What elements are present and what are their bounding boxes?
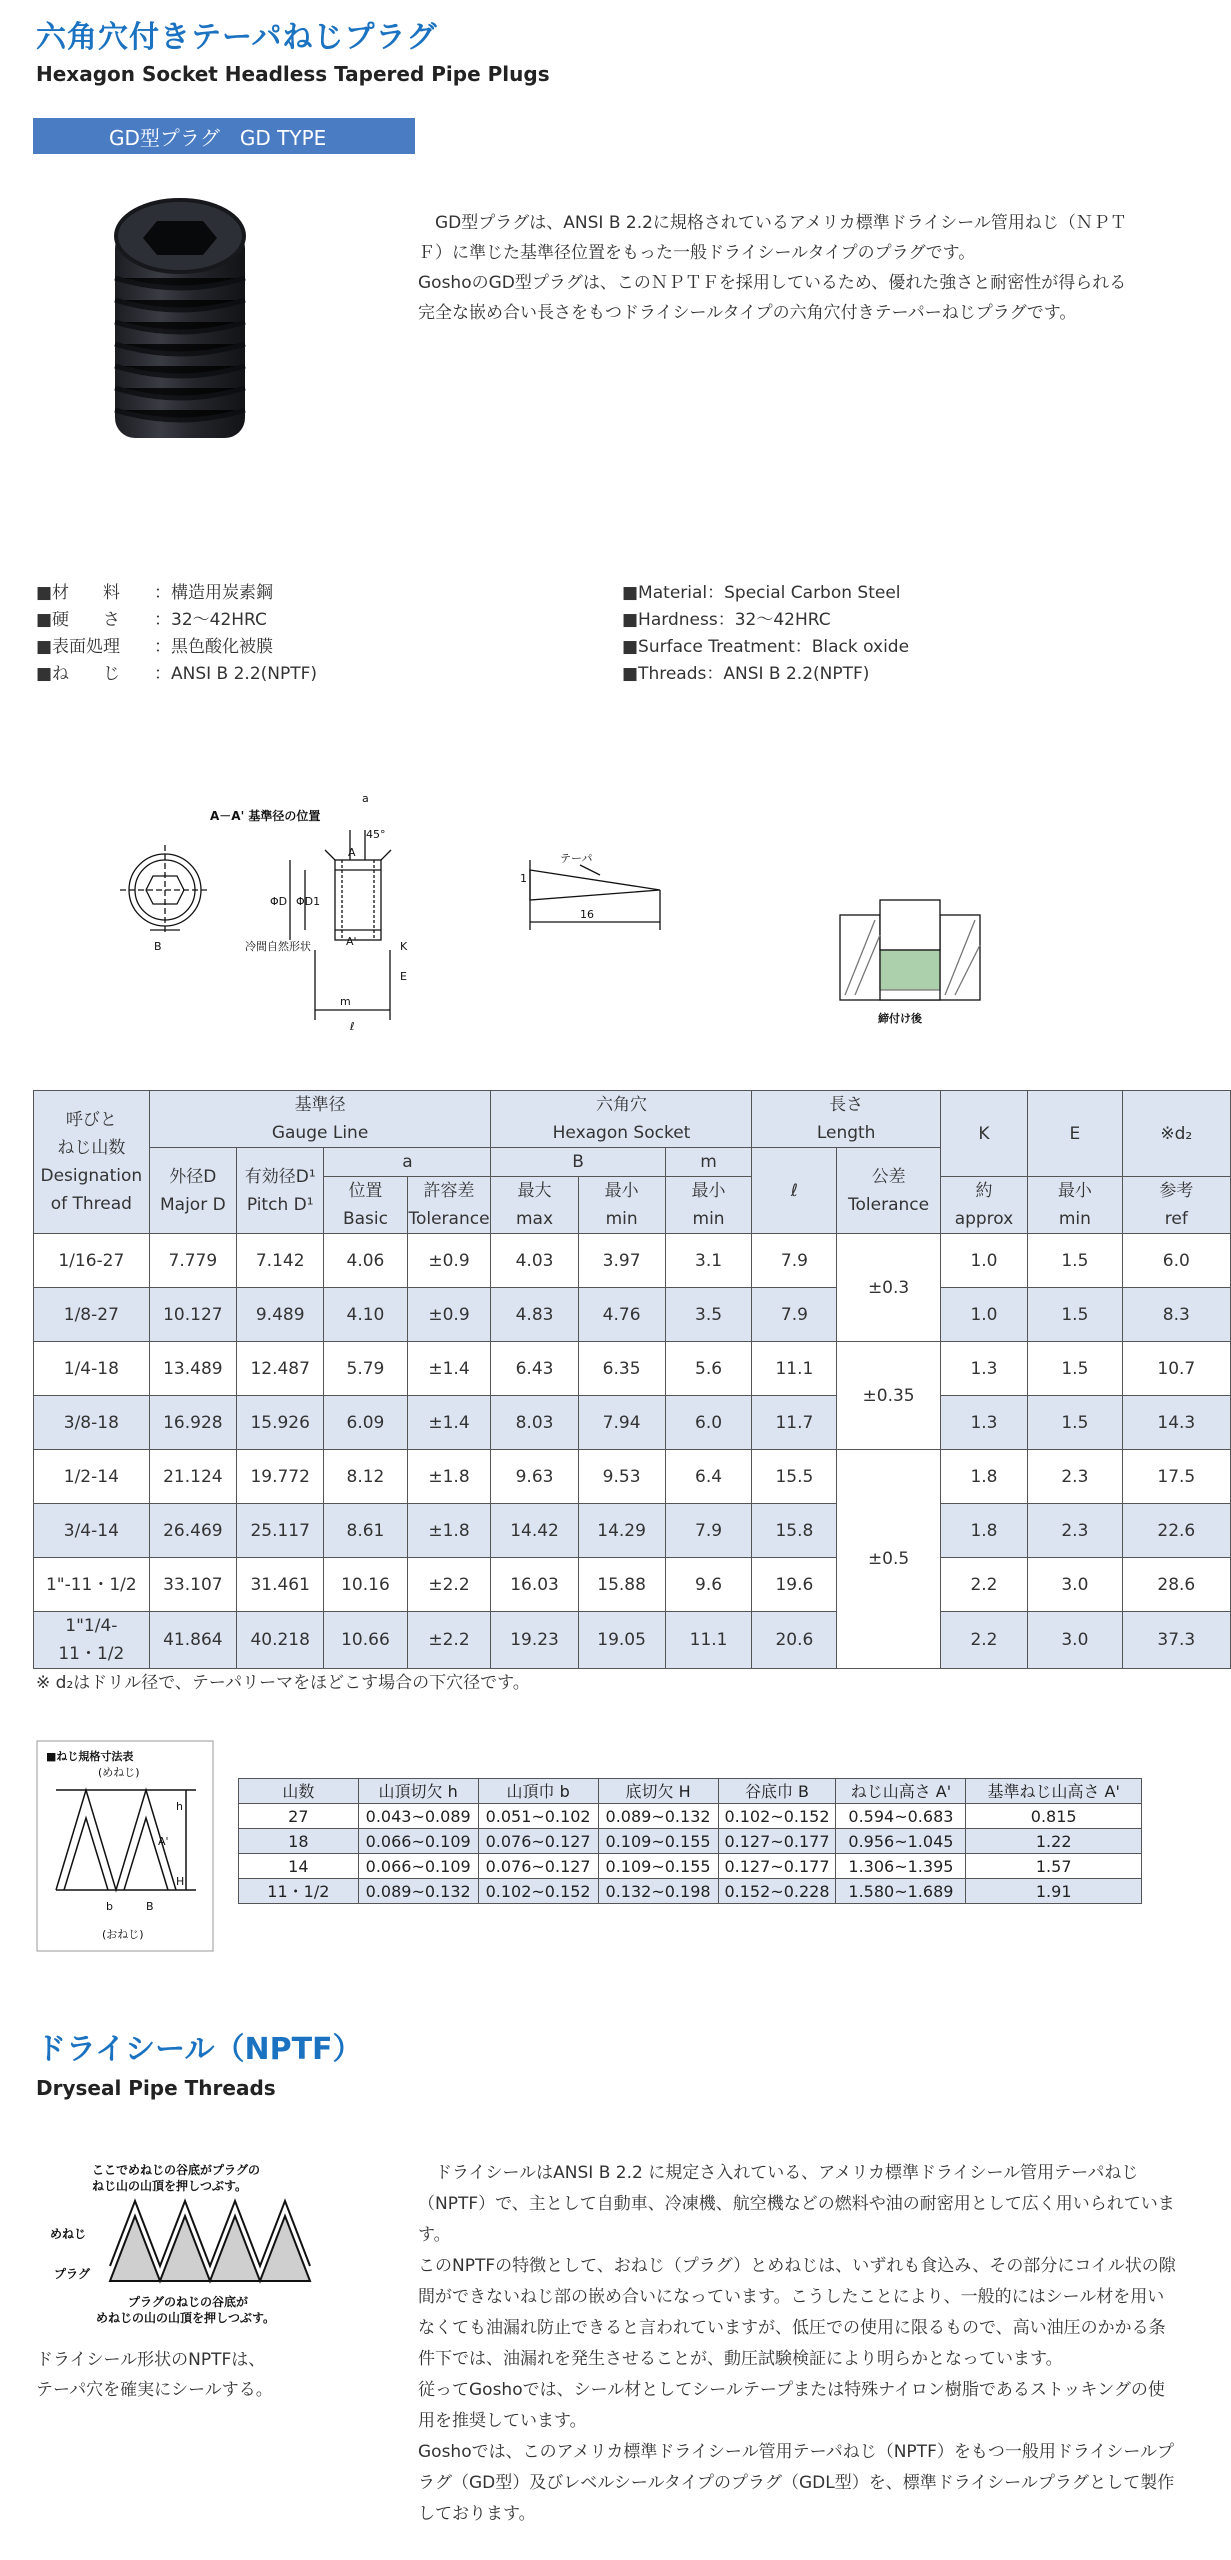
pitch-header	[237, 1148, 324, 1234]
spec-label: ■ね じ	[36, 664, 121, 684]
cell-text: 参考	[1159, 1181, 1194, 1201]
table-cell: 11.1	[752, 1342, 837, 1396]
table-row	[34, 1396, 1231, 1450]
spec-row	[36, 607, 317, 634]
cell-text: Gauge Line	[271, 1123, 369, 1143]
dryseal-paragraph: ドライシールはANSI B 2.2 に規定さ入れている、アメリカ標準ドライシール管用テーパねじ（NPTF）で、主として自動車、冷凍機、航空機などの燃料や油の耐密用として広く用いられています。	[418, 2163, 1175, 2245]
table-cell: 15.5	[752, 1450, 837, 1504]
table-cell: 1/16-27	[34, 1234, 150, 1288]
table-cell: 0.594~0.683	[836, 1804, 966, 1829]
table-cell: 7.142	[237, 1234, 324, 1288]
table-cell: 2.2	[940, 1558, 1027, 1612]
table-cell: 0.127~0.177	[718, 1854, 836, 1879]
table-cell: 25.117	[237, 1504, 324, 1558]
table-cell: ±1.8	[407, 1504, 491, 1558]
table-cell: 15.8	[752, 1504, 837, 1558]
table-cell: 6.43	[491, 1342, 578, 1396]
table-cell: 19.772	[237, 1450, 324, 1504]
table-cell: 6.4	[665, 1450, 752, 1504]
spec-list-en	[622, 580, 909, 688]
table-cell: 6.0	[1122, 1234, 1230, 1288]
spec-label: ■硬 さ	[36, 610, 121, 630]
table-cell: 13.489	[149, 1342, 236, 1396]
dryseal-figure	[40, 2156, 330, 2334]
table-cell: 14.42	[491, 1504, 578, 1558]
intro-paragraph-1: GD型プラグは、ANSI B 2.2に規格されているアメリカ標準ドライシール管用ねじ（ＮＰＴＦ）に準じた基準径位置をもった一般ドライシールタイプのプラグです。	[418, 213, 1127, 263]
cell-text: max	[516, 1209, 554, 1229]
thread-spec-table	[238, 1778, 1142, 1904]
gauge-line-header	[149, 1091, 491, 1148]
cell-text: 最小	[1057, 1181, 1092, 1201]
dim-E-label: E	[400, 970, 407, 983]
spec-list-jp	[36, 580, 317, 688]
table-cell: 5.6	[665, 1342, 752, 1396]
table-cell: 12.487	[237, 1342, 324, 1396]
caption-line: ドライシール形状のNPTFは、	[36, 2350, 266, 2370]
table-row	[239, 1804, 1142, 1829]
table-cell: 0.132~0.198	[598, 1879, 718, 1904]
table-cell: 10.7	[1122, 1342, 1230, 1396]
table-cell: 1.3	[940, 1342, 1027, 1396]
table-cell: 4.06	[324, 1234, 407, 1288]
table-cell: 14.3	[1122, 1396, 1230, 1450]
page-subtitle: Hexagon Socket Headless Tapered Pipe Plugs	[36, 62, 550, 86]
table-cell: 4.83	[491, 1288, 578, 1342]
table-cell: 26.469	[149, 1504, 236, 1558]
table-cell: 1.306~1.395	[836, 1854, 966, 1879]
technical-drawing	[110, 790, 990, 1060]
table-cell: 4.76	[578, 1288, 665, 1342]
spec-label: ■材 料	[36, 583, 121, 603]
ltol-header	[837, 1148, 940, 1234]
table-cell: 7.94	[578, 1396, 665, 1450]
cell-text: approx	[954, 1209, 1014, 1229]
cell-text: ref	[1164, 1209, 1188, 1229]
table-cell: 3.97	[578, 1234, 665, 1288]
table-cell: 0.076~0.127	[478, 1854, 598, 1879]
cell-text: of Thread	[50, 1194, 132, 1214]
side-view	[290, 830, 391, 1020]
cell-text: 呼びと	[65, 1110, 117, 1130]
table-cell: 16.928	[149, 1396, 236, 1450]
cell-text: 基準径	[294, 1095, 346, 1115]
table-cell: 40.218	[237, 1612, 324, 1669]
table-cell: 16.03	[491, 1558, 578, 1612]
table-cell: 1.5	[1028, 1288, 1123, 1342]
table-row	[239, 1879, 1142, 1904]
table-row	[34, 1504, 1231, 1558]
table-cell: 0.102~0.152	[718, 1804, 836, 1829]
dryseal-paragraph: 従ってGoshoでは、シール材としてシールテープまたは特殊ナイロン樹脂であるストッキングの使用を推奨しています。	[418, 2380, 1165, 2431]
table-cell: 8.12	[324, 1450, 407, 1504]
table-cell: 0.066~0.109	[358, 1854, 478, 1879]
dryseal-thread-drawing	[110, 2216, 310, 2281]
thread-col-header: 底切欠 H	[598, 1779, 718, 1804]
section-label: A－A' 基準径の位置	[210, 809, 321, 823]
dryseal-title: ドライシール（NPTF）	[36, 2032, 363, 2067]
table-cell: 1/2-14	[34, 1450, 150, 1504]
dim-K-label: K	[400, 940, 408, 953]
spec-row: ■Surface Treatment：Black oxide	[622, 637, 910, 657]
dim-phiD-label: ΦD	[270, 895, 288, 908]
fig-bottom-label: プラグのねじの谷底が	[128, 2295, 249, 2309]
spec-row	[36, 634, 317, 661]
table-cell: 11.1	[665, 1612, 752, 1669]
table-row	[34, 1450, 1231, 1504]
cold-forged-label: 冷間自然形状	[245, 940, 311, 953]
table-cell: ±2.2	[407, 1558, 491, 1612]
designation-header	[34, 1091, 150, 1234]
table-cell: 0.051~0.102	[478, 1804, 598, 1829]
dim-l-label: ℓ	[350, 1020, 355, 1033]
thread-col-header: 谷底巾 B	[718, 1779, 836, 1804]
dim-m-label: m	[340, 995, 351, 1008]
spec-value: ：黒色酸化被膜	[154, 637, 273, 657]
table-cell: 28.6	[1122, 1558, 1230, 1612]
table-cell: 20.6	[752, 1612, 837, 1669]
thread-b-label: b	[106, 1900, 113, 1913]
cell-text: Basic	[342, 1209, 388, 1229]
table-cell: 3.0	[1028, 1612, 1123, 1669]
spec-row: ■Threads：ANSI B 2.2(NPTF)	[622, 664, 870, 684]
table-cell: 1.5	[1028, 1396, 1123, 1450]
table-cell: 15.926	[237, 1396, 324, 1450]
e-header: E	[1028, 1091, 1123, 1177]
thread-h-label: h	[176, 1800, 183, 1813]
cell-text: 許容差	[423, 1181, 475, 1201]
spec-row: ■Hardness：32～42HRC	[622, 610, 831, 630]
table-row	[34, 1342, 1231, 1396]
table-cell: 3.5	[665, 1288, 752, 1342]
table-cell: 19.05	[578, 1612, 665, 1669]
b-header: B	[491, 1148, 665, 1177]
table-cell: 9.63	[491, 1450, 578, 1504]
cell-text: Hexagon Socket	[552, 1123, 691, 1143]
dimension-table	[33, 1090, 1231, 1669]
table-cell: 0.815	[966, 1804, 1142, 1829]
table-cell: 5.79	[324, 1342, 407, 1396]
thread-H-label: H	[176, 1875, 185, 1888]
caption-line: テーパ穴を確実にシールする。	[36, 2380, 273, 2400]
plug-photo	[95, 188, 265, 458]
dim-A-label: A	[348, 846, 356, 859]
thread-col-header: 山頂切欠 h	[358, 1779, 478, 1804]
cell-text: Length	[816, 1123, 876, 1143]
m-header: m	[665, 1148, 752, 1177]
cell-text: min	[1058, 1209, 1091, 1229]
thread-col-header: 基準ねじ山高さ A'	[966, 1779, 1142, 1804]
table-cell: 0.066~0.109	[358, 1829, 478, 1854]
table-cell: 1.22	[966, 1829, 1142, 1854]
table-cell: 22.6	[1122, 1504, 1230, 1558]
cell-text: Designation	[40, 1166, 143, 1186]
table-cell: 14.29	[578, 1504, 665, 1558]
cell-text: 外径D	[169, 1166, 217, 1187]
table-cell: 9.53	[578, 1450, 665, 1504]
table-row	[239, 1854, 1142, 1879]
table-row	[34, 1234, 1231, 1288]
female-label: (めねじ)	[98, 1766, 140, 1779]
table-cell: ±1.4	[407, 1396, 491, 1450]
table-cell: 19.6	[752, 1558, 837, 1612]
spec-row	[36, 661, 317, 688]
dim-A2-label: A'	[346, 935, 357, 948]
spec-label: ■表面処理	[36, 637, 121, 657]
hex-socket-header	[491, 1091, 752, 1148]
table-row	[34, 1288, 1231, 1342]
cell-text: 最大	[517, 1181, 552, 1201]
cell-text: Pitch D¹	[246, 1194, 314, 1215]
cell-text: 長さ	[829, 1095, 864, 1115]
cell-text: 約	[975, 1181, 993, 1201]
table-cell: 1.8	[940, 1450, 1027, 1504]
fig-plug-label: プラグ	[54, 2267, 91, 2281]
dim-a-label: a	[362, 792, 369, 805]
dryseal-paragraph: Goshoでは、このアメリカ標準ドライシール管用テーパねじ（NPTF）をもつ一般用ドライシールプラグ（GD型）及びレベルシールタイプのプラグ（GDL型）を、標準ドライシールプラグとして製作しております。	[418, 2442, 1175, 2524]
table-cell: 0.089~0.132	[598, 1804, 718, 1829]
cell-text: 最小	[604, 1181, 639, 1201]
table-cell: 31.461	[237, 1558, 324, 1612]
fig-top-label: ここでめねじの谷底がプラグの	[92, 2163, 261, 2177]
page-title: 六角穴付きテーパねじプラグ	[36, 20, 438, 55]
thread-A-label: A'	[158, 1835, 169, 1848]
table-cell: 3/4-14	[34, 1504, 150, 1558]
table-cell: 9.489	[237, 1288, 324, 1342]
table-cell: 3/8-18	[34, 1396, 150, 1450]
l-header: ℓ	[752, 1148, 837, 1234]
table-cell	[34, 1612, 150, 1669]
length-header	[752, 1091, 940, 1148]
table-cell: 8.61	[324, 1504, 407, 1558]
length-tolerance: ±0.35	[837, 1342, 940, 1450]
thread-figure	[36, 1740, 216, 1954]
table-cell: 0.043~0.089	[358, 1804, 478, 1829]
taper-label: テーパ	[560, 852, 593, 865]
thread-col-header: 山数	[239, 1779, 359, 1804]
cell-text: 六角穴	[595, 1095, 647, 1115]
table-note: ※ d₂はドリル径で、テーパリーマをほどこす場合の下穴径です。	[36, 1673, 530, 1693]
cell-text: 1"1/4-	[65, 1616, 118, 1636]
kapprox-header	[940, 1177, 1027, 1234]
dim-phiD1-label: ΦD1	[296, 895, 321, 908]
hex-socket	[143, 221, 217, 255]
taper-16-label: 16	[580, 908, 594, 921]
taper-1-label: 1	[520, 872, 527, 885]
bmin-header	[578, 1177, 665, 1234]
table-cell: 4.10	[324, 1288, 407, 1342]
installed-view	[840, 900, 980, 1000]
table-cell: 0.152~0.228	[718, 1879, 836, 1904]
fig-female-label: めねじ	[50, 2227, 87, 2241]
table-cell: 0.102~0.152	[478, 1879, 598, 1904]
front-view	[120, 845, 210, 935]
table-cell: 1/4-18	[34, 1342, 150, 1396]
thread-col-header: 山頂巾 b	[478, 1779, 598, 1804]
cell-text: 最小	[691, 1181, 726, 1201]
table-cell: 27	[239, 1804, 359, 1829]
table-cell: 21.124	[149, 1450, 236, 1504]
table-cell: 1.0	[940, 1234, 1027, 1288]
d2-header: ※d₂	[1122, 1091, 1230, 1177]
table-row	[34, 1612, 1231, 1669]
thread-B-label: B	[146, 1900, 154, 1913]
cell-text: 有効径D¹	[244, 1166, 316, 1187]
dryseal-caption	[36, 2345, 366, 2405]
cell-text: 位置	[348, 1181, 383, 1201]
mmin-header	[665, 1177, 752, 1234]
table-cell: 6.09	[324, 1396, 407, 1450]
a-header: a	[324, 1148, 491, 1177]
cell-text: Tolerance	[408, 1209, 490, 1229]
cell-text: Major D	[159, 1194, 226, 1215]
after-tightening-label: 締付け後	[878, 1012, 922, 1025]
table-cell: 6.0	[665, 1396, 752, 1450]
table-cell: 1.5	[1028, 1234, 1123, 1288]
length-tolerance: ±0.3	[837, 1234, 940, 1342]
intro-text	[418, 208, 1138, 328]
table-cell: 11・1/2	[239, 1879, 359, 1904]
length-tolerance: ±0.5	[837, 1450, 940, 1669]
tol-header	[407, 1177, 491, 1234]
table-cell: 1/8-27	[34, 1288, 150, 1342]
table-cell: 2.2	[940, 1612, 1027, 1669]
cell-text: min	[692, 1209, 725, 1229]
table-cell: 15.88	[578, 1558, 665, 1612]
table-cell: 1.57	[966, 1854, 1142, 1879]
cell-text: ねじ山数	[57, 1138, 126, 1158]
table-cell: 10.16	[324, 1558, 407, 1612]
spec-value: ：ANSI B 2.2(NPTF)	[154, 664, 318, 684]
table-cell: 14	[239, 1854, 359, 1879]
emin-header	[1028, 1177, 1123, 1234]
table-cell: ±1.8	[407, 1450, 491, 1504]
spec-row	[36, 580, 317, 607]
table-row	[34, 1558, 1231, 1612]
table-cell: 8.3	[1122, 1288, 1230, 1342]
table-cell: 0.127~0.177	[718, 1829, 836, 1854]
table-cell: 7.9	[752, 1234, 837, 1288]
table-cell: 6.35	[578, 1342, 665, 1396]
cell-text: Tolerance	[848, 1194, 930, 1215]
table-cell: ±2.2	[407, 1612, 491, 1669]
taper-view	[530, 860, 660, 930]
dryseal-body	[418, 2158, 1178, 2530]
table-cell: 7.9	[752, 1288, 837, 1342]
table-cell: 10.127	[149, 1288, 236, 1342]
dim-45-label: 45°	[366, 828, 386, 841]
bmax-header	[491, 1177, 578, 1234]
cell-text: 11・1/2	[58, 1644, 125, 1664]
table-cell: 37.3	[1122, 1612, 1230, 1669]
table-cell: 4.03	[491, 1234, 578, 1288]
table-cell: 1.91	[966, 1879, 1142, 1904]
table-cell: 17.5	[1122, 1450, 1230, 1504]
ref-header	[1122, 1177, 1230, 1234]
spec-row: ■Material：Special Carbon Steel	[622, 583, 901, 603]
table-cell: 41.864	[149, 1612, 236, 1669]
type-bar: GD型プラグ GD TYPE	[33, 118, 415, 154]
table-cell: 1.580~1.689	[836, 1879, 966, 1904]
fig-top2-label: ねじ山の山頂を押しつぶす。	[92, 2179, 248, 2193]
table-cell: 1.8	[940, 1504, 1027, 1558]
table-cell: 0.956~1.045	[836, 1829, 966, 1854]
table-cell: 0.109~0.155	[598, 1829, 718, 1854]
table-cell: 0.109~0.155	[598, 1854, 718, 1879]
spec-value: ：32～42HRC	[154, 610, 267, 630]
table-row	[239, 1829, 1142, 1854]
intro-paragraph-2: GoshoのGD型プラグは、このＮＰＴＦを採用しているため、優れた強さと耐密性が得られる完全な嵌め合い長さをもつドライシールタイプの六角穴付きテーパーねじプラグです。	[418, 273, 1127, 323]
table-cell: 33.107	[149, 1558, 236, 1612]
thread-col-header: ねじ山高さ A'	[836, 1779, 966, 1804]
dryseal-subtitle: Dryseal Pipe Threads	[36, 2076, 276, 2100]
male-label: (おねじ)	[102, 1928, 144, 1941]
cell-text: 公差	[871, 1166, 906, 1187]
spec-value: ：構造用炭素鋼	[154, 583, 273, 603]
table-cell: 9.6	[665, 1558, 752, 1612]
cell-text: min	[605, 1209, 638, 1229]
table-cell: 2.3	[1028, 1504, 1123, 1558]
table-cell: 0.076~0.127	[478, 1829, 598, 1854]
thread-figure-title: ■ねじ規格寸法表	[46, 1750, 134, 1763]
table-cell: ±1.4	[407, 1342, 491, 1396]
table-cell: 3.0	[1028, 1558, 1123, 1612]
table-cell: 7.779	[149, 1234, 236, 1288]
dryseal-paragraph: このNPTFの特徴として、おねじ（プラグ）とめねじは、いずれも食込み、その部分にコイル状の隙間ができないねじ部の嵌め合いになっています。こうしたことにより、一般的にはシール材を用いなくても油漏れ防止できると言われていますが、低圧での使用に限るもので、高い油圧のかかる条件下では、油漏れを発生させることが、動圧試験検証により明らかとなっています。	[418, 2256, 1176, 2369]
table-cell: 18	[239, 1829, 359, 1854]
table-cell: 0.089~0.132	[358, 1879, 478, 1904]
table-cell: 1.0	[940, 1288, 1027, 1342]
table-cell: 3.1	[665, 1234, 752, 1288]
table-cell: 1"-11・1/2	[34, 1558, 150, 1612]
major-header	[149, 1148, 236, 1234]
k-header: K	[940, 1091, 1027, 1177]
table-cell: 2.3	[1028, 1450, 1123, 1504]
table-cell: 11.7	[752, 1396, 837, 1450]
fig-bottom2-label: めねじの山の山頂を押しつぶす。	[96, 2311, 276, 2325]
table-cell: ±0.9	[407, 1288, 491, 1342]
table-cell: 1.3	[940, 1396, 1027, 1450]
basic-header	[324, 1177, 407, 1234]
table-cell: 19.23	[491, 1612, 578, 1669]
table-cell: 10.66	[324, 1612, 407, 1669]
table-cell: 7.9	[665, 1504, 752, 1558]
table-cell: 8.03	[491, 1396, 578, 1450]
table-cell: 1.5	[1028, 1342, 1123, 1396]
table-cell: ±0.9	[407, 1234, 491, 1288]
dim-B-label: B	[154, 940, 162, 953]
